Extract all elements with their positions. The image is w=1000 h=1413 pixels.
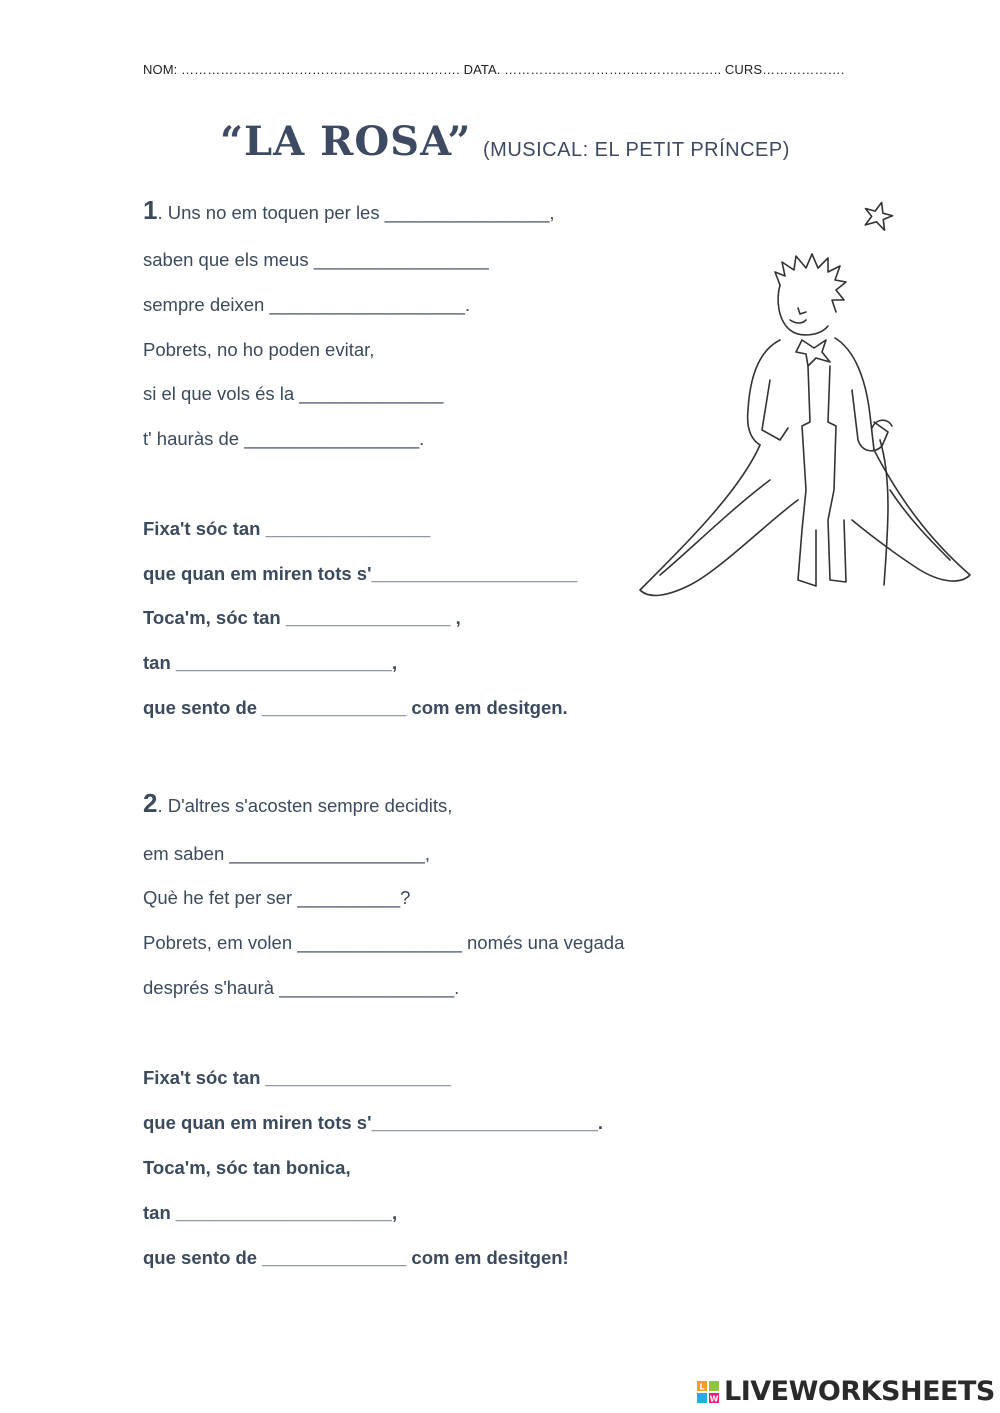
verse2-line-2: em saben ___________________, <box>143 843 431 864</box>
chorus2-line-1: Fixa't sóc tan __________________ <box>143 1067 451 1088</box>
verse2-number: 2 <box>143 788 158 818</box>
verse2-line-5: després s'haurà _________________. <box>143 977 460 998</box>
verse2-text-1: . D'altres s'acosten sempre decidits, <box>157 795 453 816</box>
chorus1-line-2: que quan em miren tots s'____________________ <box>143 563 578 584</box>
chorus2-line-3: Toca'm, sóc tan bonica, <box>143 1157 351 1178</box>
verse2-line-4: Pobrets, em volen ________________ només una vegada <box>143 932 625 953</box>
verse1-line-2: saben que els meus _________________ <box>143 249 489 270</box>
song-subtitle: (MUSICAL: EL PETIT PRÍNCEP) <box>483 139 790 161</box>
little-prince-illustration <box>630 190 980 620</box>
chorus1-line-3: Toca'm, sóc tan ________________ , <box>143 607 461 628</box>
verse1-line-6: t' hauràs de _________________. <box>143 428 425 449</box>
chorus2-line-4: tan _____________________, <box>143 1202 398 1223</box>
chorus2-line-2: que quan em miren tots s'______________________. <box>143 1112 603 1133</box>
chorus1-line-4: tan _____________________, <box>143 652 398 673</box>
logo-text: LIVEWORKSHEETS <box>724 1376 995 1407</box>
logo-icon-letter-w: W <box>709 1394 719 1403</box>
verse1-line-3: sempre deixen ___________________. <box>143 294 471 315</box>
liveworksheets-icon <box>697 1381 719 1403</box>
student-info-header: NOM: ………………………………………………………. DATA. ………………………………………….. CURS………………. <box>143 62 845 77</box>
verse1-number: 1 <box>143 195 158 225</box>
verse1-line-4: Pobrets, no ho poden evitar, <box>143 339 375 360</box>
chorus2-line-5: que sento de ______________ com em desitgen! <box>143 1247 569 1268</box>
verse2-line-1 <box>143 788 452 819</box>
verse1-text-1: . Uns no em toquen per les ________________, <box>157 202 555 223</box>
song-title: “LA ROSA” <box>220 118 472 165</box>
verse1-line-5: si el que vols és la ______________ <box>143 383 444 404</box>
chorus1-line-1: Fixa't sóc tan ________________ <box>143 518 431 539</box>
verse2-line-3: Què he fet per ser __________? <box>143 887 411 908</box>
liveworksheets-logo <box>697 1376 995 1408</box>
star-icon <box>861 199 895 231</box>
logo-icon-letter-l: L <box>699 1382 705 1392</box>
chorus1-line-5: que sento de ______________ com em desitgen. <box>143 697 568 718</box>
verse1-line-1 <box>143 195 555 226</box>
